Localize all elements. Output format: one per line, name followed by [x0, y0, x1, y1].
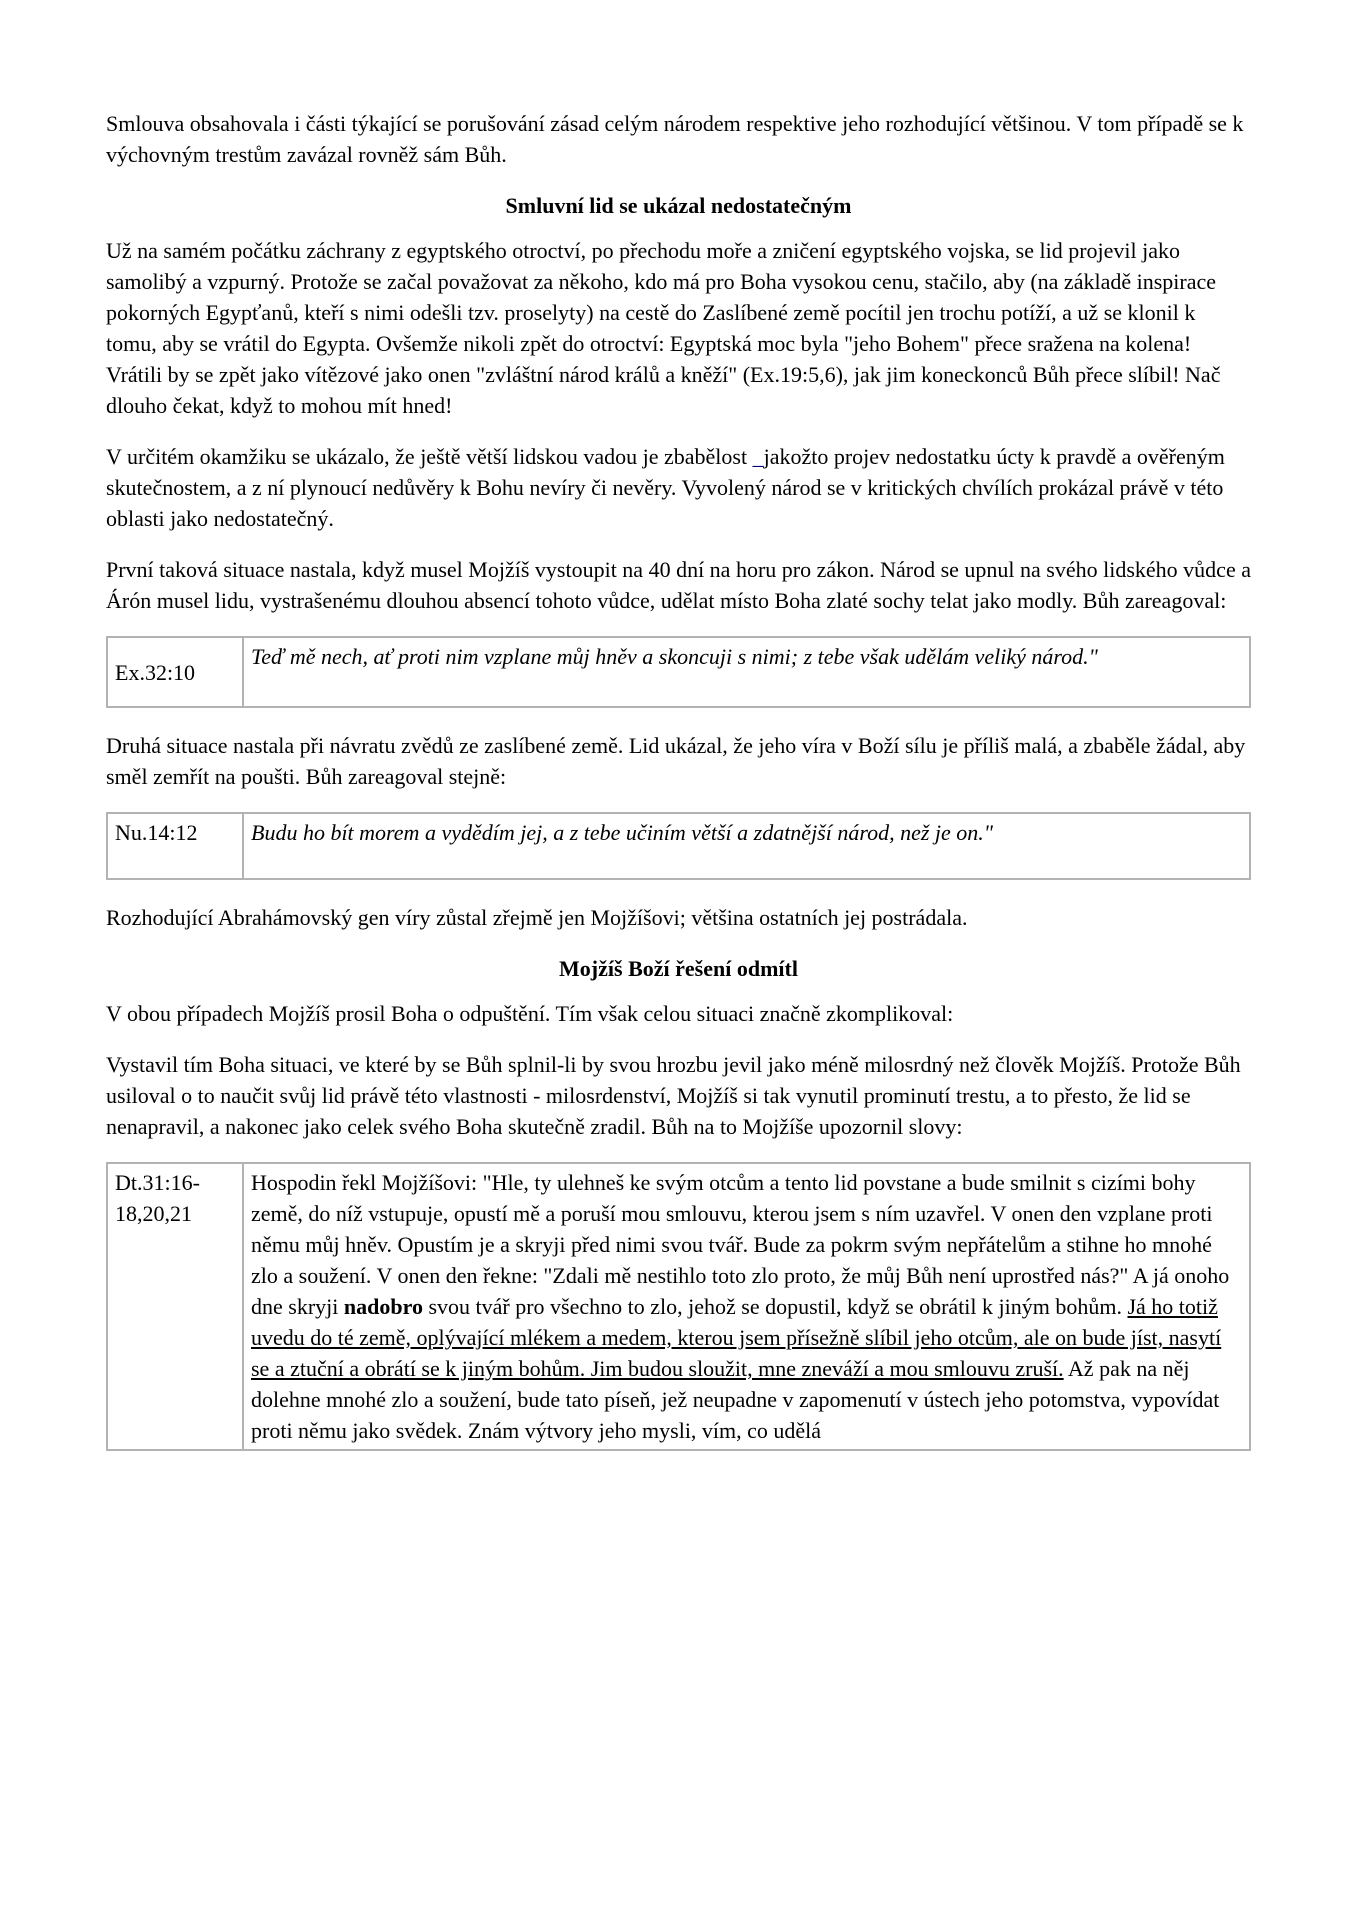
- quote-table-dt-31: [106, 1162, 1251, 1451]
- verse-text-segment: svou tvář pro všechno to zlo, jehož se dopustil, když se obrátil k jiným bohům.: [422, 1294, 1128, 1319]
- verse-reference: Ex.32:10: [107, 637, 243, 707]
- paragraph-abraham-gene: Rozhodující Abrahámovský gen víry zůstal zřejmě jen Mojžíšovi; většina ostatních jej postrádala.: [106, 905, 968, 930]
- section-heading-moses-refused: Mojžíš Boží řešení odmítl: [559, 956, 798, 981]
- paragraph-exposed-god: Vystavil tím Boha situaci, ve které by se Bůh splnil-li by svou hrozbu jevil jako méně milosrdný než člověk Mojžíš. Protože Bůh usiloval o to naučit svůj lid právě této vlastnosti - milosrdenství, Mojžíš si tak vynutil prominutí trestu, a to přesto, že lid se nenapravil, a nakonec jako celek svého Boha skutečně zradil. Bůh na to Mojžíše upozornil slovy:: [106, 1052, 1241, 1139]
- verse-text-segment: Hospodin řekl Mojžíšovi: "Hle, ty ulehneš ke svým otcům a tento lid povstane a bude smilnit s cizími bohy země, do níž vstupuje, opustí mě a poruší mou smlouvu, kterou jsem s ním uzavřel. V onen den vzplane proti němu můj hněv. Opustím je a skryji před nimi svou tvář. Bude za pokrm svým nepřátelům a stihne ho mnohé zlo a soužení. V onen den řekne: "Zdali mě nestihlo toto zlo proto, že můj Bůh není uprostřed nás?" A já onoho dne skryji: [251, 1170, 1230, 1319]
- paragraph-covenant-intro: Smlouva obsahovala i části týkající se porušování zásad celým národem respektive jeho rozhodující většinou. V tom případě se k výchovným trestům zavázal rovněž sám Bůh.: [106, 111, 1244, 167]
- verse-text: Budu ho bít morem a vydědím jej, a z tebe učiním větší a zdatnější národ, než je on.": [243, 813, 1250, 879]
- table-row: [107, 637, 1250, 707]
- verse-text-bold: nadobro: [343, 1294, 423, 1319]
- paragraph-cowardice-before: V určitém okamžiku se ukázalo, že ještě větší lidskou vadou je zbabělost: [106, 444, 753, 469]
- verse-text: Teď mě nech, ať proti nim vzplane můj hněv a skoncuji s nimi; z tebe však udělám veliký národ.": [243, 637, 1250, 707]
- paragraph-both-cases: V obou případech Mojžíš prosil Boha o odpuštění. Tím však celou situaci značně zkomplikoval:: [106, 1001, 954, 1026]
- paragraph-first-situation: První taková situace nastala, když musel Mojžíš vystoupit na 40 dní na horu pro zákon. Národ se upnul na svého lidského vůdce a Árón musel lidu, vystrašenému dlouhou absencí tohoto vůdce, udělat místo Boha zlaté sochy telat jako modly. Bůh zareagoval:: [106, 557, 1251, 613]
- anchor-link[interactable]: _: [752, 444, 764, 469]
- verse-reference: Dt.31:16-18,20,21: [107, 1163, 243, 1450]
- table-row: [107, 813, 1250, 879]
- quote-table-ex-32-10: [106, 636, 1251, 708]
- table-row: [107, 1163, 1250, 1450]
- paragraph-cowardice: [106, 441, 1251, 534]
- verse-text-underlined: Já ho totiž uvedu do té země, oplývající mlékem a medem, kterou jsem přísežně slíbil jeho otcům, ale on bude jíst, nasytí se a ztuční a obrátí se k jiným bohům. Jim budou sloužit, mne zneváží a mou smlouvu zruší.: [251, 1294, 1222, 1381]
- verse-text-segment: Až pak na něj dolehne mnohé zlo a soužení, bude tato píseň, jež neupadne v zapomenutí v ústech jeho potomstva, vypovídat proti němu jako svědek. Znám výtvory jeho mysli, vím, co udělá: [251, 1356, 1220, 1443]
- quote-table-nu-14-12: [106, 812, 1251, 880]
- section-heading-covenant-people: Smluvní lid se ukázal nedostatečným: [505, 193, 852, 218]
- verse-text: [243, 1163, 1250, 1450]
- paragraph-second-situation: Druhá situace nastala při návratu zvědů ze zaslíbené země. Lid ukázal, že jeho víra v Boží sílu je příliš malá, a zbaběle žádal, aby směl zemřít na poušti. Bůh zareagoval stejně:: [106, 733, 1246, 789]
- verse-reference: Nu.14:12: [107, 813, 243, 879]
- paragraph-cowardice-after: jakožto projev nedostatku úcty k pravdě a ověřeným skutečnostem, a z ní plynoucí nedůvěry k Bohu nevíry či nevěry. Vyvolený národ se v kritických chvílích prokázal právě v této oblasti jako nedostatečný.: [106, 444, 1225, 531]
- paragraph-exodus: Už na samém počátku záchrany z egyptského otroctví, po přechodu moře a zničení egyptského vojska, se lid projevil jako samolibý a vzpurný. Protože se začal považovat za někoho, kdo má pro Boha vysokou cenu, stačilo, aby (na základě inspirace pokorných Egypťanů, kteří s nimi odešli tzv. proselyty) na cestě do Zaslíbené země pocítil jen trochu potíží, a už se klonil k tomu, aby se vrátil do Egypta. Ovšemže nikoli zpět do otroctví: Egyptská moc byla "jeho Bohem" přece sražena na kolena! Vrátili by se zpět jako vítězové jako onen "zvláštní národ králů a kněží" (Ex.19:5,6), jak jim koneckonců Bůh přece slíbil! Nač dlouho čekat, když to mohou mít hned!: [106, 238, 1221, 418]
